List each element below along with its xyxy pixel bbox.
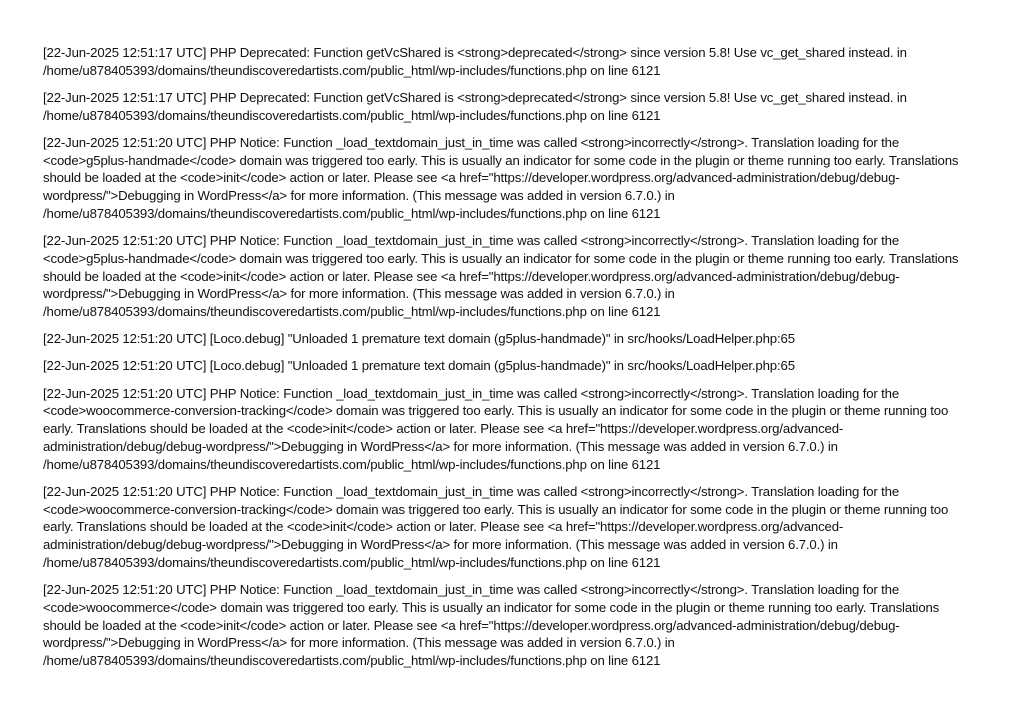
log-line: wordpress/">Debugging in WordPress</a> for more information. (This message was added in version 6.7.0.) in bbox=[43, 286, 675, 302]
log-line: [22-Jun-2025 12:51:20 UTC] PHP Notice: Function _load_textdomain_just_in_time was called <strong>incorrectly</strong>. Translation loading for the bbox=[43, 134, 900, 150]
log-entry bbox=[43, 357, 978, 375]
log-line: /home/u878405393/domains/theundiscoveredartists.com/public_html/wp-includes/functions.php on line 6121 bbox=[43, 555, 661, 570]
log-line: [22-Jun-2025 12:51:17 UTC] PHP Deprecated: Function getVcShared is <strong>deprecated</strong> since version 5.8! Use vc_get_shared instead. in bbox=[43, 45, 907, 60]
log-line: <code>g5plus-handmade</code> domain was triggered too early. This is usually an indicator for some code in the plugin or theme running too early. Translations bbox=[43, 152, 959, 168]
log-entry bbox=[43, 385, 978, 474]
log-line: <code>woocommerce-conversion-tracking</code> domain was triggered too early. This is usually an indicator for some code in the plugin or theme running too bbox=[43, 501, 949, 517]
log-line: wordpress/">Debugging in WordPress</a> for more information. (This message was added in version 6.7.0.) in bbox=[43, 188, 675, 204]
log-document bbox=[43, 44, 978, 679]
log-line: /home/u878405393/domains/theundiscoveredartists.com/public_html/wp-includes/functions.php on line 6121 bbox=[43, 62, 661, 78]
log-line: [22-Jun-2025 12:51:20 UTC] [Loco.debug] "Unloaded 1 premature text domain (g5plus-handmade)" in src/hooks/LoadHelper.php:65 bbox=[43, 331, 795, 347]
log-entry bbox=[43, 134, 978, 223]
log-line: [22-Jun-2025 12:51:20 UTC] PHP Notice: Function _load_textdomain_just_in_time was called <strong>incorrectly</strong>. Translation loading for the bbox=[43, 582, 900, 598]
log-line: <code>woocommerce-conversion-tracking</code> domain was triggered too early. This is usually an indicator for some code in the plugin or theme running too bbox=[43, 403, 949, 419]
log-entry bbox=[43, 89, 978, 125]
log-line: /home/u878405393/domains/theundiscoveredartists.com/public_html/wp-includes/functions.php on line 6121 bbox=[43, 107, 661, 123]
log-line: /home/u878405393/domains/theundiscoveredartists.com/public_html/wp-includes/functions.php on line 6121 bbox=[43, 456, 661, 472]
log-line: [22-Jun-2025 12:51:17 UTC] PHP Deprecated: Function getVcShared is <strong>deprecated</strong> since version 5.8! Use vc_get_shared instead. in bbox=[43, 89, 907, 105]
log-line: <code>g5plus-handmade</code> domain was triggered too early. This is usually an indicator for some code in the plugin or theme running too early. Translations bbox=[43, 250, 959, 266]
log-line: [22-Jun-2025 12:51:20 UTC] PHP Notice: Function _load_textdomain_just_in_time was called <strong>incorrectly</strong>. Translation loading for the bbox=[43, 233, 900, 249]
log-line: early. Translations should be loaded at the <code>init</code> action or later. Please see <a href="https://developer.wordpress.org/advanced- bbox=[43, 421, 844, 437]
log-line: administration/debug/debug-wordpress/">Debugging in WordPress</a> for more information. (This message was added in version 6.7.0.) in bbox=[43, 438, 838, 454]
log-line: /home/u878405393/domains/theundiscoveredartists.com/public_html/wp-includes/functions.php on line 6121 bbox=[43, 205, 661, 221]
log-line: should be loaded at the <code>init</code> action or later. Please see <a href="https://developer.wordpress.org/advanced-administration/debug/debug- bbox=[43, 617, 900, 633]
log-line: should be loaded at the <code>init</code> action or later. Please see <a href="https://developer.wordpress.org/advanced-administration/debug/debug- bbox=[43, 268, 900, 284]
log-line: wordpress/">Debugging in WordPress</a> for more information. (This message was added in version 6.7.0.) in bbox=[43, 635, 675, 651]
log-line: administration/debug/debug-wordpress/">Debugging in WordPress</a> for more information. (This message was added in version 6.7.0.) in bbox=[43, 537, 838, 553]
log-line: early. Translations should be loaded at the <code>init</code> action or later. Please see <a href="https://developer.wordpress.org/advanced- bbox=[43, 519, 844, 535]
log-line: [22-Jun-2025 12:51:20 UTC] PHP Notice: Function _load_textdomain_just_in_time was called <strong>incorrectly</strong>. Translation loading for the bbox=[43, 483, 900, 499]
log-entry bbox=[43, 232, 978, 321]
log-line: [22-Jun-2025 12:51:20 UTC] PHP Notice: Function _load_textdomain_just_in_time was called <strong>incorrectly</strong>. Translation loading for the bbox=[43, 385, 900, 401]
log-entry bbox=[43, 44, 978, 80]
log-line: [22-Jun-2025 12:51:20 UTC] [Loco.debug] "Unloaded 1 premature text domain (g5plus-handmade)" in src/hooks/LoadHelper.php:65 bbox=[43, 358, 795, 374]
log-entry bbox=[43, 330, 978, 348]
log-line: <code>woocommerce</code> domain was triggered too early. This is usually an indicator for some code in the plugin or theme running too early. Translations bbox=[43, 599, 940, 615]
log-entry bbox=[43, 483, 978, 572]
log-line: /home/u878405393/domains/theundiscoveredartists.com/public_html/wp-includes/functions.php on line 6121 bbox=[43, 304, 661, 320]
log-entry bbox=[43, 581, 978, 670]
log-line: /home/u878405393/domains/theundiscoveredartists.com/public_html/wp-includes/functions.php on line 6121 bbox=[43, 653, 661, 669]
log-line: should be loaded at the <code>init</code> action or later. Please see <a href="https://developer.wordpress.org/advanced-administration/debug/debug- bbox=[43, 170, 900, 186]
